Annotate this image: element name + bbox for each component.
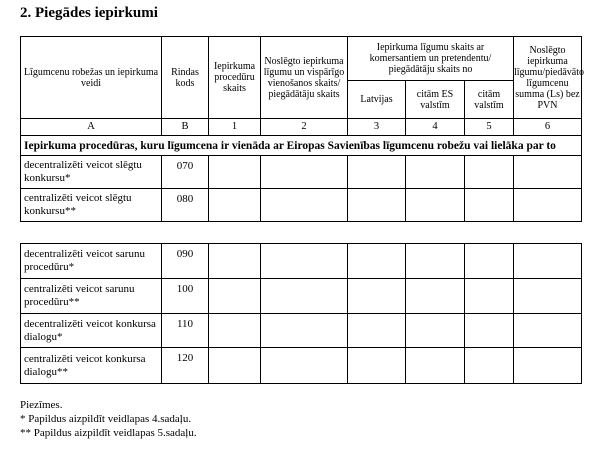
header-col-5: citām valstīm [465,81,514,119]
header-col-b: Rindas kods [162,37,209,119]
cell-col-3[interactable] [348,244,406,279]
cell-col-2[interactable] [261,279,348,314]
row-label: centralizēti veicot konkursa dialogu** [21,348,162,384]
cell-col-4[interactable] [406,244,465,279]
note-1: * Papildus aizpildīt veidlapas 4.sadaļu. [20,413,192,425]
row-label: decentralizēti veicot konkursa dialogu* [21,314,162,348]
cell-col-4[interactable] [406,314,465,348]
cell-col-4[interactable] [406,156,465,189]
header-col-6: Noslēgto iepirkuma līgumu/piedāvāto līgumcenu summa (Ls) bez PVN [514,37,582,119]
cell-col-4[interactable] [406,189,465,222]
cell-col-5[interactable] [465,314,514,348]
cell-col-5[interactable] [465,156,514,189]
cell-col-5[interactable] [465,189,514,222]
cell-col-4[interactable] [406,279,465,314]
header-col-2: Noslēgto iepirkuma līgumu un vispārīgo vienošanos skaits/ piegādātāju skaits [261,37,348,119]
section-title: Iepirkuma procedūras, kuru līgumcena ir vienāda ar Eiropas Savienības līgumcenu robežu vai lielāka par to [21,136,582,156]
cell-col-1[interactable] [209,244,261,279]
table-row [21,244,582,279]
table-row [21,279,582,314]
row-label: decentralizēti veicot sarunu procedūru* [21,244,162,279]
cell-col-5[interactable] [465,244,514,279]
page-title: 2. Piegādes iepirkumi [20,5,158,21]
cell-col-2[interactable] [261,314,348,348]
cell-col-4[interactable] [406,348,465,384]
row-label: centralizēti veicot slēgtu konkursu** [21,189,162,222]
row-code: 100 [162,279,209,314]
cell-col-6[interactable] [514,279,582,314]
cell-col-1[interactable] [209,279,261,314]
cell-col-3[interactable] [348,156,406,189]
code-2: 2 [261,119,348,136]
cell-col-2[interactable] [261,348,348,384]
code-b: B [162,119,209,136]
cell-col-2[interactable] [261,156,348,189]
cell-col-3[interactable] [348,314,406,348]
row-code: 070 [162,156,209,189]
header-col-1: Iepirkuma procedūru skaits [209,37,261,119]
note-2: ** Papildus aizpildīt veidlapas 5.sadaļu. [20,427,197,439]
row-label: centralizēti veicot sarunu procedūru** [21,279,162,314]
cell-col-3[interactable] [348,348,406,384]
cell-col-6[interactable] [514,244,582,279]
header-col-3: Latvijas [348,81,406,119]
row-code: 090 [162,244,209,279]
cell-col-1[interactable] [209,314,261,348]
table-row [21,314,582,348]
code-6: 6 [514,119,582,136]
cell-col-1[interactable] [209,156,261,189]
table-row [21,348,582,384]
header-group-345: Iepirkuma līgumu skaits ar komersantiem un pretendentu/ piegādātāju skaits no [348,37,514,81]
header-col-a: Līgumcenu robežas un iepirkuma veidi [21,37,162,119]
row-code: 080 [162,189,209,222]
notes-heading: Piezīmes. [20,399,63,411]
table-row [21,156,582,189]
code-1: 1 [209,119,261,136]
notes [20,398,197,440]
cell-col-2[interactable] [261,189,348,222]
row-code: 120 [162,348,209,384]
procurement-table [20,36,582,222]
cell-col-1[interactable] [209,189,261,222]
row-label: decentralizēti veicot slēgtu konkursu* [21,156,162,189]
code-5: 5 [465,119,514,136]
cell-col-1[interactable] [209,348,261,384]
code-a: A [21,119,162,136]
cell-col-2[interactable] [261,244,348,279]
cell-col-5[interactable] [465,279,514,314]
cell-col-6[interactable] [514,314,582,348]
cell-col-6[interactable] [514,348,582,384]
cell-col-5[interactable] [465,348,514,384]
procurement-table-continued [20,243,582,384]
table-row [21,189,582,222]
code-3: 3 [348,119,406,136]
cell-col-6[interactable] [514,189,582,222]
header-col-4: citām ES valstīm [406,81,465,119]
code-4: 4 [406,119,465,136]
cell-col-3[interactable] [348,189,406,222]
cell-col-3[interactable] [348,279,406,314]
row-code: 110 [162,314,209,348]
cell-col-6[interactable] [514,156,582,189]
